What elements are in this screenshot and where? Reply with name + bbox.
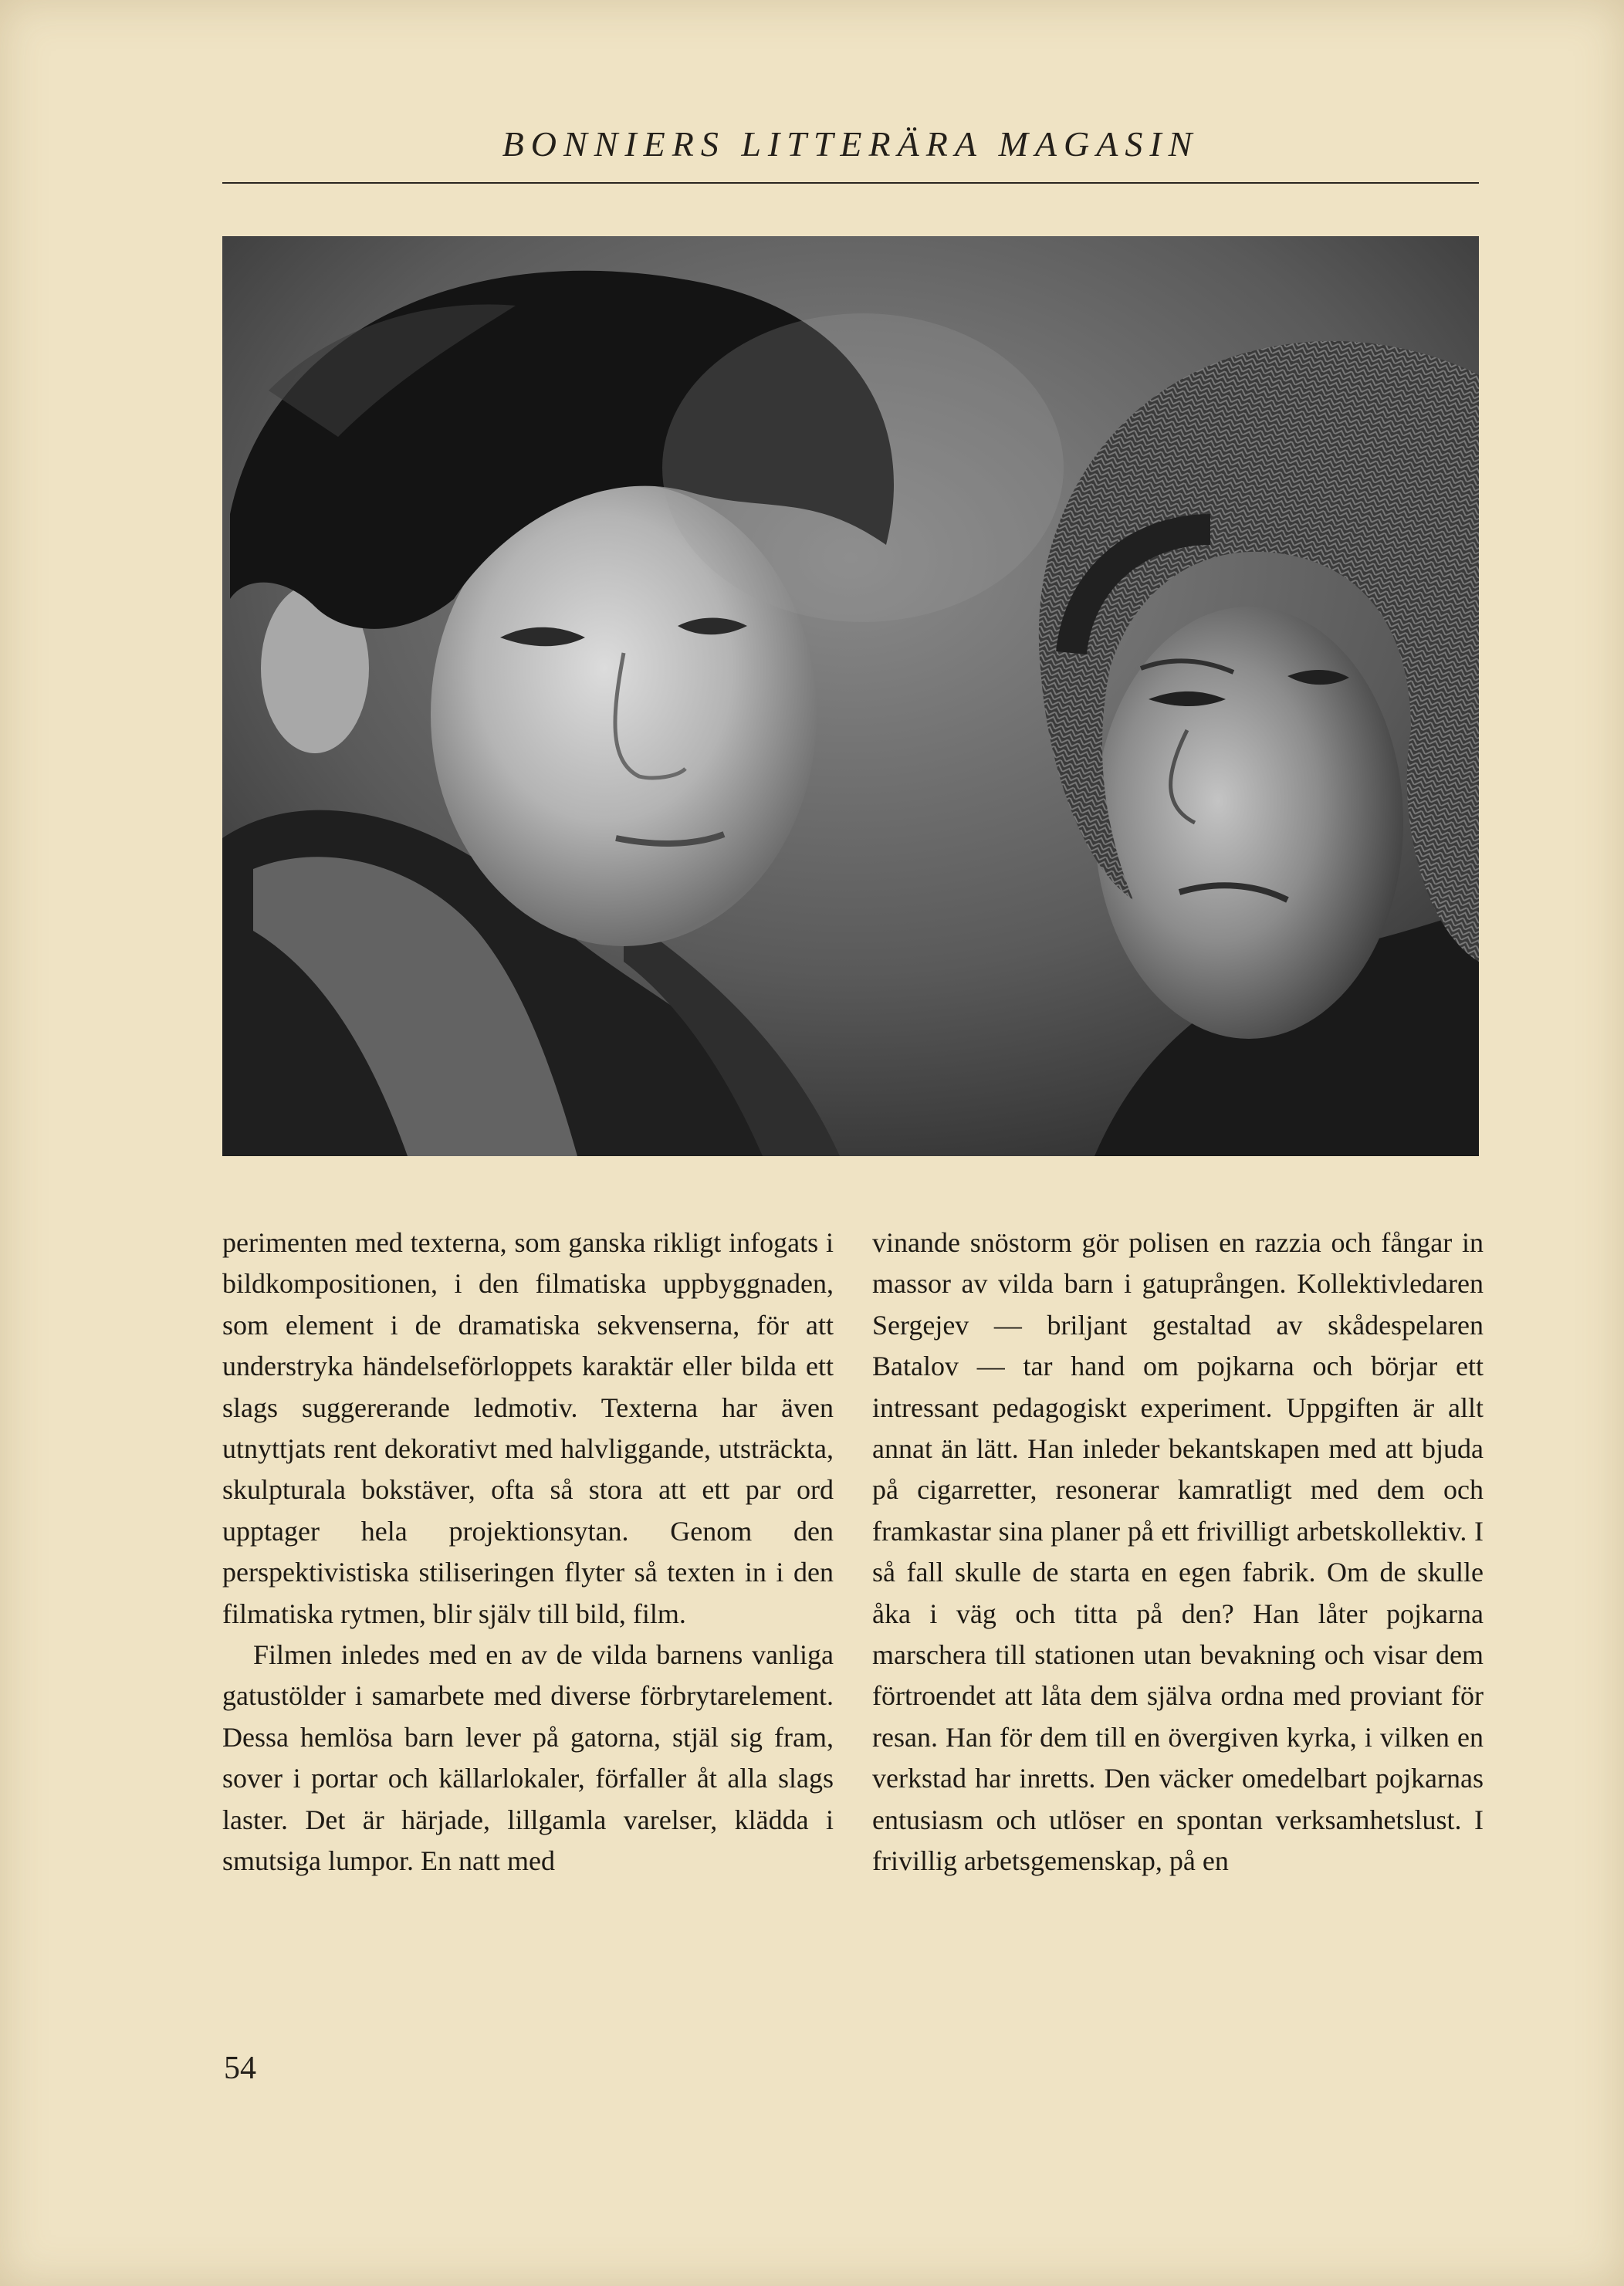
left-text-column: [222, 1222, 834, 1882]
header-rule: [222, 182, 1479, 184]
film-still-photo: [222, 236, 1479, 1156]
left-paragraph-1: perimenten med texterna, som ganska rikligt infogats i bildkompositionen, i den filmatiska uppbyggnaden, som element i de dramatiska sekvenserna, för att understryka händelseförloppets karaktär eller bilda ett slags suggererande ledmotiv. Texterna har även utnyttjats rent dekorativt med halvliggande, utsträckta, skulpturala bokstäver, ofta så stora att ett par ord upptager hela projektionsytan. Genom den perspektivistiska stiliseringen flyter så texten in i den filmatiska rytmen, blir själv till bild, film.: [222, 1227, 834, 1629]
right-text-column: [872, 1222, 1484, 1882]
right-paragraph-1: vinande snöstorm gör polisen en razzia och fångar in massor av vilda barn i gatuprången. Kollektivledaren Sergejev — briljant gestaltad av skådespelaren Batalov — tar hand om pojkarna och börjar ett intressant pedagogiskt experiment. Uppgiften är allt annat än lätt. Han inleder bekantskapen med att bjuda på cigarretter, resonerar kamratligt med dem och framkastar sina planer på ett frivilligt arbetskollektiv. I så fall skulle de starta en egen fabrik. Om de skulle åka i väg och titta på den? Han låter pojkarna marschera till stationen utan bevakning och visar dem förtroendet att låta dem själva ordna med proviant för resan. Han för dem till en övergiven kyrka, i vilken en verkstad har inretts. Den väcker omedelbart pojkarnas entusiasm och utlöser en spontan verksamhetslust. I frivillig arbetsgemenskap, på en: [872, 1227, 1484, 1877]
running-head: BONNIERS LITTERÄRA MAGASIN: [502, 124, 1199, 164]
page-number: 54: [224, 2051, 256, 2086]
left-paragraph-2: Filmen inledes med en av de vilda barnens vanliga gatustölder i samarbete med diverse förbrytarelement. Dessa hemlösa barn lever på gatorna, stjäl sig fram, sover i portar och källarlokaler, förfaller åt alla slags laster. Det är härjade, lillgamla varelser, klädda i smutsiga lumpor. En natt med: [222, 1639, 834, 1877]
